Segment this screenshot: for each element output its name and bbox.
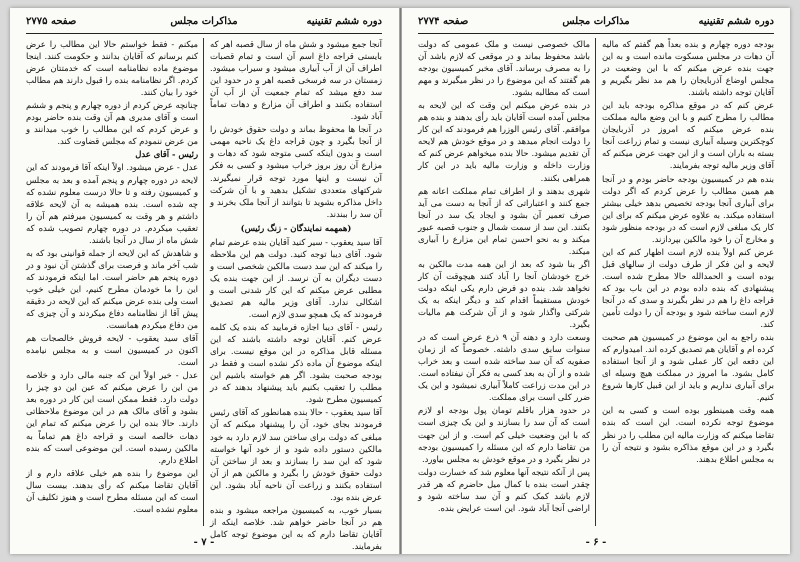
book-spread — [10, 8, 790, 554]
stage-note: (همهمه نمایندگان - زنگ رئیس) — [240, 222, 352, 233]
section-title: مذاکرات مجلس — [562, 16, 630, 27]
paragraph: در حدود هزار باقلم تومان پول بودجه او لازم است که آن سد را بسازند و این یک چیزی است که با این وضعیت خیلی کم است. و از این جهت من تقاضا دارم که این مسئله را کمیسیون بودجه در نظر بگیرد و در موقع خودش به مجلس بیاورد. — [418, 405, 590, 464]
periodical-title: دوره ششم تقنینیه — [698, 16, 774, 27]
paragraph: پس از آنکه نتیجه آنها معلوم شد که خسارت دولت چقدر است بنده با کمال میل حاضرم که هر قدر لازم باشد کمک کنم و آن سد ساخته شود و اراضی آنجا آباد شود. این است عرایض بنده. — [418, 466, 590, 513]
speaker-line: رئیس - آقای عدل — [135, 149, 198, 160]
column-rule — [203, 38, 204, 526]
left-page — [14, 8, 394, 554]
paragraph: شهری بدهند و از اطراف تمام مملکت اعانه هم جمع کنند و اعتباراتی که از آنجا به دست می آید صرف تعمیر آن بشود و ایجاد یک سد در آنجا بکنند. این سد از سمت شمال و جنوب قصبه عبور میکند و به نحو احسن تمام این مزارع را آبیاری میکند. — [418, 185, 590, 256]
paragraph: و شاهدش که این لایحه از جمله قوانینی بود که به شب آخر ماند و فرصت برای گذشتن آن نبود و در دوره پنجم هم حاضر است. اما اینکه فرمودند که این را ما خودمان مطرح کنیم، این خیلی خوب است ولی بنده عرض میکنم که این لایحه در دقیقه پیش آقا از نظامنامه دفاع میکردند و آن چیزی که من دفاع میکردم همانست. — [26, 247, 198, 331]
paragraph: اگر بنا شود که بعد از این همه مدت مالکین به خرج خودشان آنجا را آباد کنند هیچوقت آن کار نخواهد شد. بنده دو فرض دارم یکی اینکه دولت خودش مستقیماً اقدام کند و دیگر اینکه به یک شرکتی واگذار شود و از آن شرکت هم مالیات بگیرد. — [418, 258, 590, 330]
paragraph: در بنده عرض میکنم این وقت که این لایحه به مجلس آمده است آقایان باید رأی بدهند و بنده هم موافقم. آقای رئیس الوزرا هم فرمودند که این کار را دولت انجام میدهد و در موقع خودش هم لایحه آن تقدیم میشود. حالا بنده میخواهم عرض کنم که وزارت داخله و وزارت مالیه باید در این کار همراهی بکنند. — [418, 100, 590, 183]
book-gutter — [399, 8, 402, 554]
paragraph: آقای سید یعقوب - لایحه فروش خالصجات هم اکنون در کمیسیون است و به مجلس نیامده است. — [26, 333, 198, 368]
paragraph: این موضوع را بنده هم خیلی علاقه دارم و از آقایان تقاضا میکنم که رأی بدهند. بیست سال است که این مسئله مطرح است و هنوز تکلیف آن معلوم نشده است. — [26, 467, 198, 514]
paragraph: مالک خصوصی نیست و ملک عمومی که دولت باشد محفوظ بماند و در موقعی که لازم باشد آن را به مصرف برساند. آقای مخبر کمیسیون بودجه هم گفتند که این موضوع را در نظر میگیرند و مهم است که مطالبه بشود. — [418, 39, 590, 98]
periodical-title: دوره ششم تقنینیه — [306, 16, 382, 27]
paragraph: رئیس - آقای دیبا اجازه فرمایید که بنده یک کلمه عرض کنم. آقایان توجه داشته باشند که این مسئله قابل مذاکره در این موقع نیست. برای اینکه موضوع آن ماده ذکر نشده است و فقط در بودجه صحبت بشود. اگر هم خواسته باشیم این مطلب را تعقیب بکنیم باید پیشنهاد بدهند که در کمیسیون مطرح شود. — [210, 322, 382, 405]
text-column-left — [418, 38, 590, 528]
paragraph: وسعت دارد و دهنه آن ۹ ذرع عرض است که در سنوات سابق سدی داشته. خصوصاً که از زمان صفویه که آن سد ساخته شده است و بعد خراب شده و از آن به بعد کسی به فکر آن نیفتاده است. در این مدت زراعت کاملاً آبیاری نمیشود و این یک ضرر کلی است برای مملکت. — [418, 332, 590, 403]
paragraph: عدل - عرض میشود. اولاً اینکه آقا فرمودند که این لایحه در دوره چهارم و پنجم آمده و بعد به مجلس و کمیسیون رفته و تا حالا درست معلوم نشده که چه شده است. بنده همیشه به آن لایحه علاقه داشتم و هر وقت به کمیسیون میرفتم هم آن را تعقیب میکردم. در دوره چهارم تصویب شده که شش ماه از سال در آنجا باشند. — [26, 162, 198, 245]
section-title: مذاکرات مجلس — [170, 16, 238, 27]
page-number: - ۷ - — [193, 537, 215, 548]
paragraph: چنانچه عرض کردم از دوره چهارم و پنجم و ششم است و آقای مدیری هم آن وقت بنده حاضر بودم و عرض کردم که این مطالب را خوب میدانند و من عرض ننمودم که مجلس قضاوت کند. — [26, 100, 198, 147]
paragraph: عدل - خیر اولاً این که جنبه مالی دارد و خلاصه من این را عرض میکنم که عین این دو چیز را دولت دارد. فقط ممکن است این کار در دوره بعد بشود و آقای مالک هم در این موضوع ملاحظاتی دارند. حالا بنده این را عرض میکنم که تمام این دهات خالصه است و قراجه داغ هم تماماً به مالکین رسیده است. این موضوعی است که بنده اطلاع دارم. — [26, 370, 198, 465]
paragraph: بنده راجع به این موضوع در کمیسیون هم صحبت کرده ام و آقایان هم تصدیق کرده اند. امیدوارم که این دفعه این کار عملی شود و از آنجا استفاده کامل بشود. ما امروز در مملکت هیچ وسیله ای برای آبیاری نداریم و باید از این قبیل کارها شروع کنیم. — [602, 332, 774, 403]
right-page — [406, 8, 786, 554]
paragraph: آنجا جمع میشود و شش ماه از سال قصبه اهر که بایستی قراجه داغ اسم آن است و تمام قصبات اطراف آن از آب آبیاری میشود و سیراب میشود. زمستان در سه فرسخی قصبه اهر و در حدود این سد دفع میشد که تمام جمعیت آن از آب آن استفاده بکنند و اطراف آن مزارع و دهات تماماً آباد شود. — [210, 39, 382, 122]
text-column-right — [602, 38, 774, 528]
page-header — [418, 16, 774, 32]
column-rule — [595, 38, 596, 526]
page-label: صفحه ۲۷۷۴ — [418, 16, 469, 27]
paragraph: بودجه دوره چهارم و بنده بعداً هم گفتم که مالیه آن دهات در مجلس مسکوت مانده است و به این جهت بنده عرض میکنم که با این وضعیت در مجلس اوضاع آذربایجان را هم مد نظر بگیریم و آقایان توجه داشته باشند. — [602, 39, 774, 98]
paragraph: آقا سید یعقوب - سیر کنید آقایان بنده عرضم تمام شود. آقای دیبا توجه کنید. دولت هم این ملاحظه را میکند که این سد دست مالکین شخصی است و دست دیگران به آن نرسد. از این جهت بنده یک مطلبی عرض میکنم که این کار شدنی است و اشکالی ندارد. آقای وزیر مالیه هم تصدیق فرمودند که یک همچو سدی لازم است. — [210, 236, 382, 320]
paragraph: بنده هم در کمیسیون بودجه حاضر بودم و در آنجا هم همین مطالب را عرض کردم که اگر دولت برای آبیاری آنجا بودجه تخصیص بدهد خیلی بیشتر استفاده میکند. به علاوه عرض میکنم که برای این کار یک مبلغی لازم است که در بودجه منظور شود و مخارج آن را خود مالکین بپردازند. — [602, 173, 774, 244]
page-label: صفحه ۲۷۷۵ — [26, 16, 77, 27]
paragraph: عرض کنم اولاً بنده لازم است اظهار کنم که این لایحه و این فکر از طرف دولت از سالهای قبل بوده است و الحمدالله حالا مطرح شده است. پیشنهادی که بنده داده بودم در این باب بود که قراجه داغ را هم در نظر بگیرند و سدی که در آنجا لازم است ساخته شود و بودجه آن را دولت تأمین کند. — [602, 246, 774, 330]
paragraph: میکنم - فقط خواستم حالا این مطالب را عرض کنم برسانم که آقایان بدانند و حکومت کنند. اینجا موضوع ماده نظامنامه است که خدمتتان عرض کردم. اگر نظامنامه بنده را قبول دارند هم مطالب خود را بیان کنند. — [26, 39, 198, 98]
paragraph: آقا سید یعقوب - حالا بنده همانطور که آقای رئیس فرمودند بجای خود، آن را پیشنهاد میکنم که آن مبلغی که دولت برای ساختن سد لازم دارد به خود مالکین دستور داده شود و از خود آنها خواسته شود که این سد را بسازند و بعد از ساختن آن دولت حقوق خودش را بگیرد و مالکین هم از آن استفاده بکنند و زراعت آن ناحیه آباد بشود. این عرض بنده بود. — [210, 407, 382, 502]
paragraph: عرض کنم که در موقع مذاکره بودجه باید این مطالب را مطرح کنیم و با این وضع مالیه مملکت بنده عرض میکنم که امروز در آذربایجان کوچکترین وسیله آبیاری نیست و تمام زراعت آنجا بسته به باران است و از این جهت عرض میکنم که آقای وزیر مالیه توجه بفرمایند. — [602, 100, 774, 171]
page-header — [26, 16, 382, 32]
paragraph: بسیار خوب، به کمیسیون مراجعه میشود و بنده هم در آنجا حاضر خواهم شد. خلاصه اینکه از آقایان تقاضا دارم که به این موضوع توجه کامل بفرمایند. — [210, 504, 382, 551]
paragraph: همه وقت همینطور بوده است و کسی به این موضوع توجه نکرده است. این است که بنده تقاضا میکنم که وزارت مالیه این مطلب را در نظر بگیرد و در این موقع مذاکره بشود و نتیجه آن را به مجلس اطلاع بدهند. — [602, 405, 774, 464]
header-rule — [26, 33, 382, 34]
header-rule — [418, 33, 774, 34]
page-number: - ۶ - — [585, 537, 607, 548]
text-column-right — [210, 38, 382, 551]
text-column-left — [26, 38, 198, 528]
paragraph: در آنجا ها محفوظ بماند و دولت حقوق خودش را از آنجا بگیرد و چون قراجه داغ یک ناحیه مهمی است و بدون اینکه کسی متوجه شود که دهات و مزارع آن روز بروز خراب میشود و کسی به فکر آن نیست و اینها مورد توجه قرار نمیگیرند. شرکتهای متعددی تشکیل بدهید و با آن شرکت داخل مذاکره بشوید تا بتوانند از آنجا ملک بخرند و آن سد را ببندند. — [210, 124, 382, 219]
